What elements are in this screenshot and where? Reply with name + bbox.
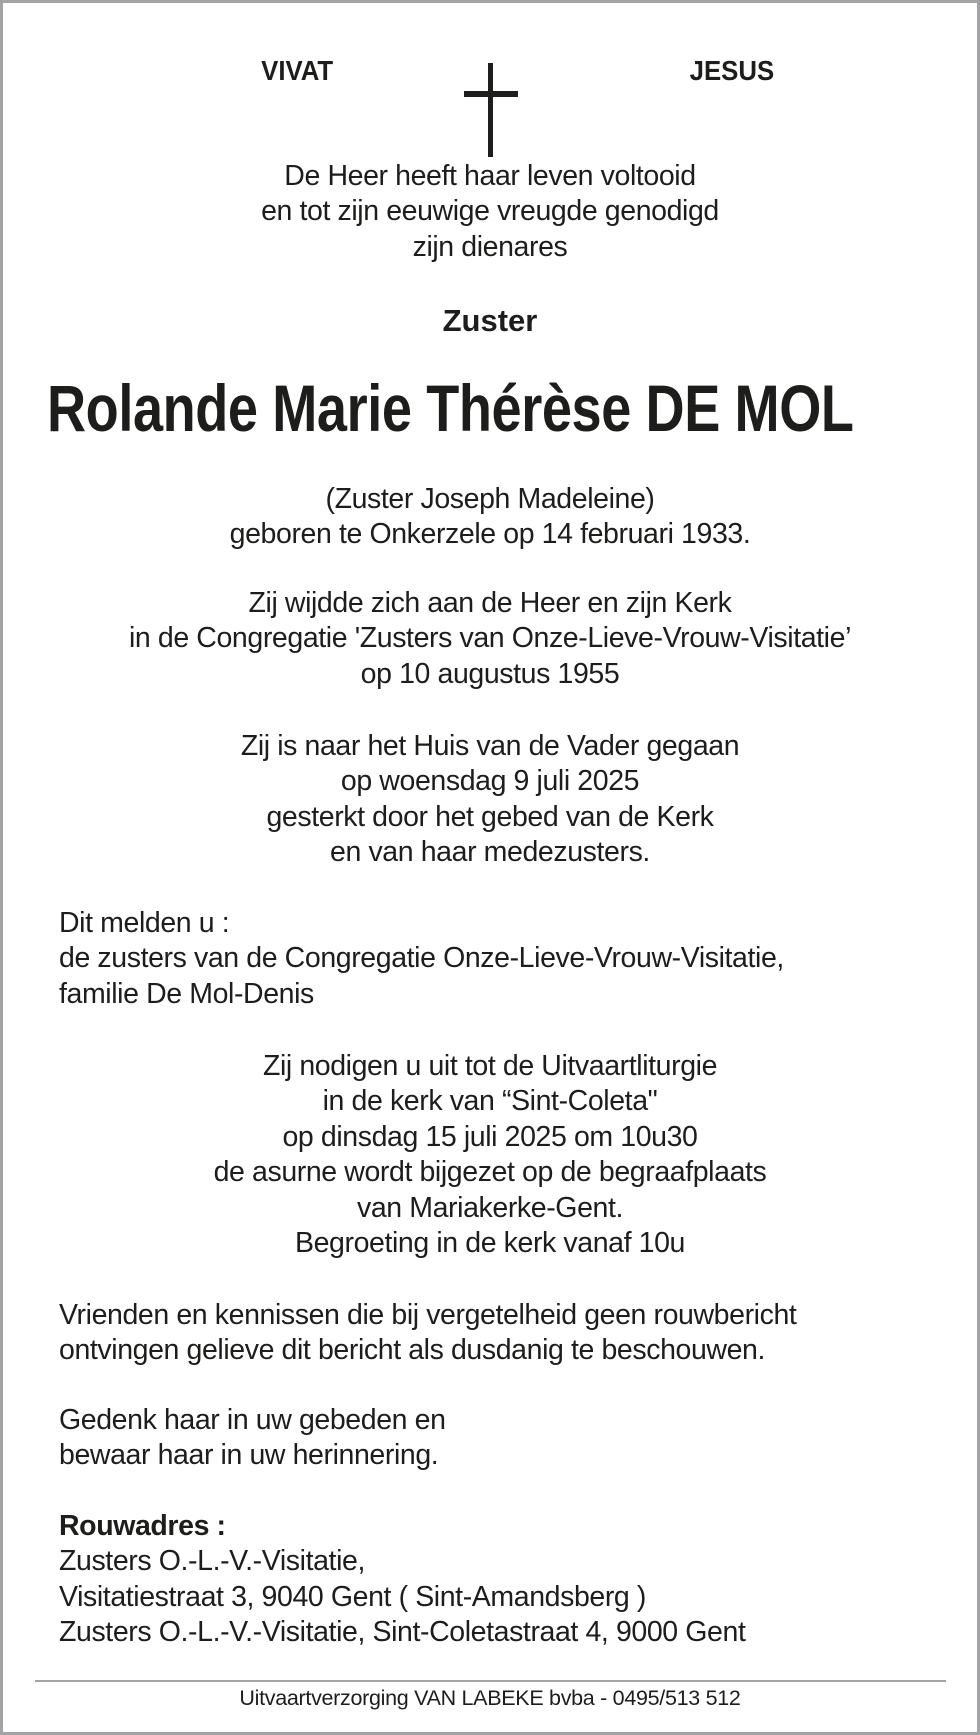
text-line: op 10 augustus 1955 bbox=[360, 657, 620, 690]
death-text bbox=[0, 729, 980, 871]
text-line: Dit melden u : bbox=[59, 907, 230, 939]
footer-divider bbox=[35, 1680, 946, 1682]
text-line: gesterkt door het gebed van de Kerk bbox=[266, 800, 714, 833]
funeral-text bbox=[0, 1049, 980, 1261]
friends-text bbox=[59, 1298, 959, 1369]
deceased-name: Rolande Marie Thérèse DE MOL bbox=[47, 371, 854, 445]
text-line: op woensdag 9 juli 2025 bbox=[340, 765, 640, 798]
remember-text bbox=[59, 1403, 959, 1474]
text-line: Zij is naar het Huis van de Vader gegaan bbox=[240, 730, 740, 762]
text-line: (Zuster Joseph Madeleine) bbox=[325, 483, 655, 515]
text-line: op dinsdag 15 juli 2025 om 10u30 bbox=[282, 1120, 698, 1153]
address-line: Visitatiestraat 3, 9040 Gent ( Sint-Amandsberg ) bbox=[59, 1580, 646, 1613]
footer-undertaker: Uitvaartverzorging VAN LABEKE bvba - 0495/513 512 bbox=[239, 1686, 741, 1710]
address-block bbox=[59, 1509, 959, 1651]
address-line: Zusters O.-L.-V.-Visitatie, bbox=[59, 1545, 365, 1578]
vows-text bbox=[0, 586, 980, 692]
birth-text bbox=[0, 482, 980, 553]
text-line: Zij nodigen u uit tot de Uitvaartliturgie bbox=[262, 1050, 718, 1082]
header-jesus: JESUS bbox=[689, 55, 775, 86]
text-line: de zusters van de Congregatie Onze-Lieve-Vrouw-Visitatie, bbox=[59, 942, 784, 975]
text-line: in de kerk van “Sint-Coleta" bbox=[322, 1085, 658, 1118]
text-line: Zij wijdde zich aan de Heer en zijn Kerk bbox=[248, 587, 732, 619]
text-line: Vrienden en kennissen die bij vergetelheid geen rouwbericht bbox=[59, 1299, 797, 1331]
text-line: familie De Mol-Denis bbox=[59, 977, 314, 1010]
text-line: bewaar haar in uw herinnering. bbox=[59, 1439, 439, 1472]
intro-text bbox=[0, 159, 980, 265]
text-line: zijn dienares bbox=[412, 230, 568, 263]
header-vivat: VIVAT bbox=[261, 55, 334, 86]
text-line: Begroeting in de kerk vanaf 10u bbox=[294, 1227, 686, 1260]
address-line: Zusters O.-L.-V.-Visitatie, Sint-Coletastraat 4, 9000 Gent bbox=[59, 1616, 746, 1649]
text-line: de asurne wordt bijgezet op de begraafplaats bbox=[213, 1156, 767, 1189]
text-line: en tot zijn eeuwige vreugde genodigd bbox=[261, 195, 719, 228]
text-line: De Heer heeft haar leven voltooid bbox=[284, 160, 696, 192]
text-line: en van haar medezusters. bbox=[330, 836, 650, 869]
text-line: ontvingen gelieve dit bericht als dusdanig te beschouwen. bbox=[59, 1334, 766, 1367]
text-line: Gedenk haar in uw gebeden en bbox=[59, 1404, 446, 1436]
title-prefix: Zuster bbox=[442, 303, 538, 338]
text-line: van Mariakerke-Gent. bbox=[356, 1191, 624, 1224]
text-line: geboren te Onkerzele op 14 februari 1933. bbox=[229, 518, 751, 551]
address-label: Rouwadres : bbox=[59, 1510, 226, 1542]
announcers-text bbox=[59, 906, 959, 1012]
text-line: in de Congregatie 'Zusters van Onze-Lieve-Vrouw-Visitatie’ bbox=[128, 622, 852, 655]
